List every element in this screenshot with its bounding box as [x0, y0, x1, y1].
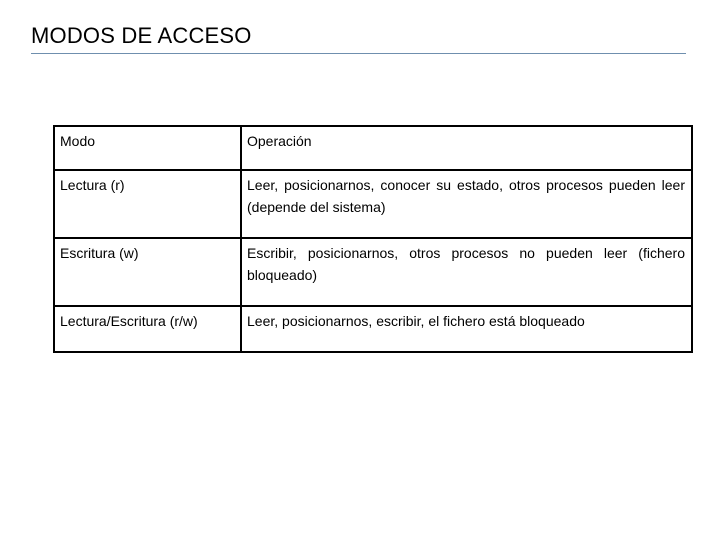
- title-underline: [31, 53, 686, 54]
- mode-cell: Escritura (w): [54, 238, 241, 306]
- operation-cell: Escribir, posicionarnos, otros procesos no pueden leer (fichero bloqueado): [241, 238, 692, 306]
- table-row: [54, 238, 692, 306]
- header-mode: Modo: [54, 126, 241, 170]
- table-row: [54, 306, 692, 352]
- access-modes-table: [53, 125, 693, 353]
- mode-cell: Lectura/Escritura (r/w): [54, 306, 241, 352]
- operation-cell: Leer, posicionarnos, escribir, el fichero está bloqueado: [241, 306, 692, 352]
- header-operation: Operación: [241, 126, 692, 170]
- mode-cell: Lectura (r): [54, 170, 241, 238]
- slide-title: MODOS DE ACCESO: [31, 23, 252, 48]
- table-header-row: [54, 126, 692, 170]
- operation-cell: Leer, posicionarnos, conocer su estado, otros procesos pueden leer (depende del sistema): [241, 170, 692, 238]
- table-row: [54, 170, 692, 238]
